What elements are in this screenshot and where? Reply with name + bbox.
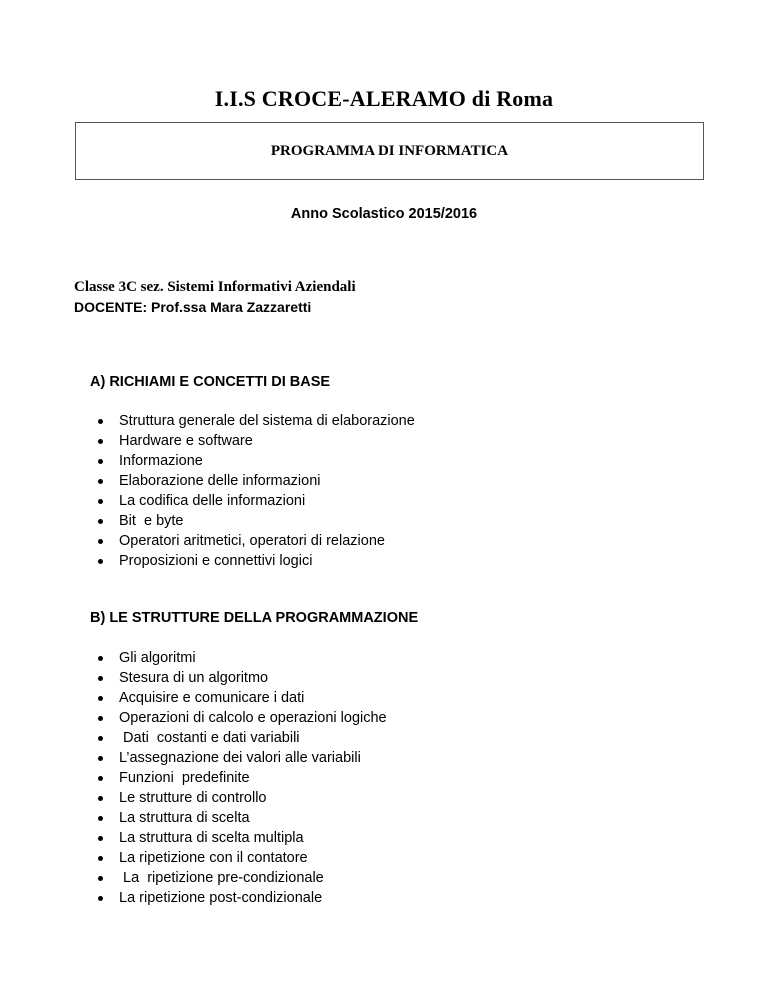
list-item <box>98 431 415 451</box>
list-item-text: Acquisire e comunicare i dati <box>119 690 305 706</box>
list-item-text: Operatori aritmetici, operatori di relazione <box>119 533 385 549</box>
bullet-icon <box>98 876 103 881</box>
list-item-text: Funzioni predefinite <box>119 770 250 786</box>
bullet-icon <box>98 816 103 821</box>
list-item <box>98 491 415 511</box>
list-item <box>98 828 387 848</box>
list-item <box>98 788 387 808</box>
list-item-text: La struttura di scelta multipla <box>119 830 304 846</box>
school-title: I.I.S CROCE-ALERAMO di Roma <box>214 86 554 111</box>
list-item-text: La ripetizione pre-condizionale <box>119 870 324 886</box>
list-item <box>98 748 387 768</box>
list-item-text: Elaborazione delle informazioni <box>119 473 321 489</box>
section-a-list <box>98 411 415 571</box>
list-item-text: Hardware e software <box>119 433 253 449</box>
bullet-icon <box>98 439 103 444</box>
list-item <box>98 868 387 888</box>
section-b-heading: B) LE STRUTTURE DELLA PROGRAMMAZIONE <box>90 610 419 626</box>
list-item <box>98 708 387 728</box>
list-item <box>98 551 415 571</box>
bullet-icon <box>98 539 103 544</box>
bullet-icon <box>98 736 103 741</box>
program-title-box <box>75 122 704 180</box>
teacher-line: DOCENTE: Prof.ssa Mara Zazzaretti <box>74 299 312 315</box>
list-item-text: Struttura generale del sistema di elaborazione <box>119 413 415 429</box>
bullet-icon <box>98 696 103 701</box>
list-item <box>98 768 387 788</box>
bullet-icon <box>98 796 103 801</box>
bullet-icon <box>98 519 103 524</box>
bullet-icon <box>98 419 103 424</box>
bullet-icon <box>98 836 103 841</box>
list-item-text: La codifica delle informazioni <box>119 493 306 509</box>
list-item <box>98 471 415 491</box>
bullet-icon <box>98 479 103 484</box>
list-item-text: La ripetizione post-condizionale <box>119 890 323 906</box>
bullet-icon <box>98 559 103 564</box>
program-title: PROGRAMMA DI INFORMATICA <box>270 143 509 159</box>
list-item <box>98 511 415 531</box>
class-line: Classe 3C sez. Sistemi Informativi Aziendali <box>74 279 356 295</box>
list-item-text: Bit e byte <box>119 513 184 529</box>
list-item-text: Operazioni di calcolo e operazioni logiche <box>119 710 387 726</box>
list-item-text: Proposizioni e connettivi logici <box>119 553 313 569</box>
list-item-text: La struttura di scelta <box>119 810 250 826</box>
section-a-heading: A) RICHIAMI E CONCETTI DI BASE <box>90 374 331 390</box>
list-item <box>98 411 415 431</box>
list-item-text: La ripetizione con il contatore <box>119 850 308 866</box>
bullet-icon <box>98 656 103 661</box>
bullet-icon <box>98 856 103 861</box>
list-item <box>98 668 387 688</box>
bullet-icon <box>98 776 103 781</box>
list-item <box>98 808 387 828</box>
bullet-icon <box>98 499 103 504</box>
list-item <box>98 451 415 471</box>
bullet-icon <box>98 756 103 761</box>
school-year: Anno Scolastico 2015/2016 <box>290 206 478 222</box>
list-item-text: Informazione <box>119 453 203 469</box>
list-item-text: L’assegnazione dei valori alle variabili <box>119 750 361 766</box>
list-item-text: Dati costanti e dati variabili <box>119 730 300 746</box>
list-item <box>98 648 387 668</box>
section-b-list <box>98 648 387 908</box>
bullet-icon <box>98 676 103 681</box>
list-item <box>98 848 387 868</box>
list-item <box>98 688 387 708</box>
list-item-text: Stesura di un algoritmo <box>119 670 269 686</box>
list-item <box>98 531 415 551</box>
list-item-text: Le strutture di controllo <box>119 790 267 806</box>
list-item <box>98 728 387 748</box>
bullet-icon <box>98 896 103 901</box>
bullet-icon <box>98 459 103 464</box>
bullet-icon <box>98 716 103 721</box>
list-item <box>98 888 387 908</box>
list-item-text: Gli algoritmi <box>119 650 196 666</box>
